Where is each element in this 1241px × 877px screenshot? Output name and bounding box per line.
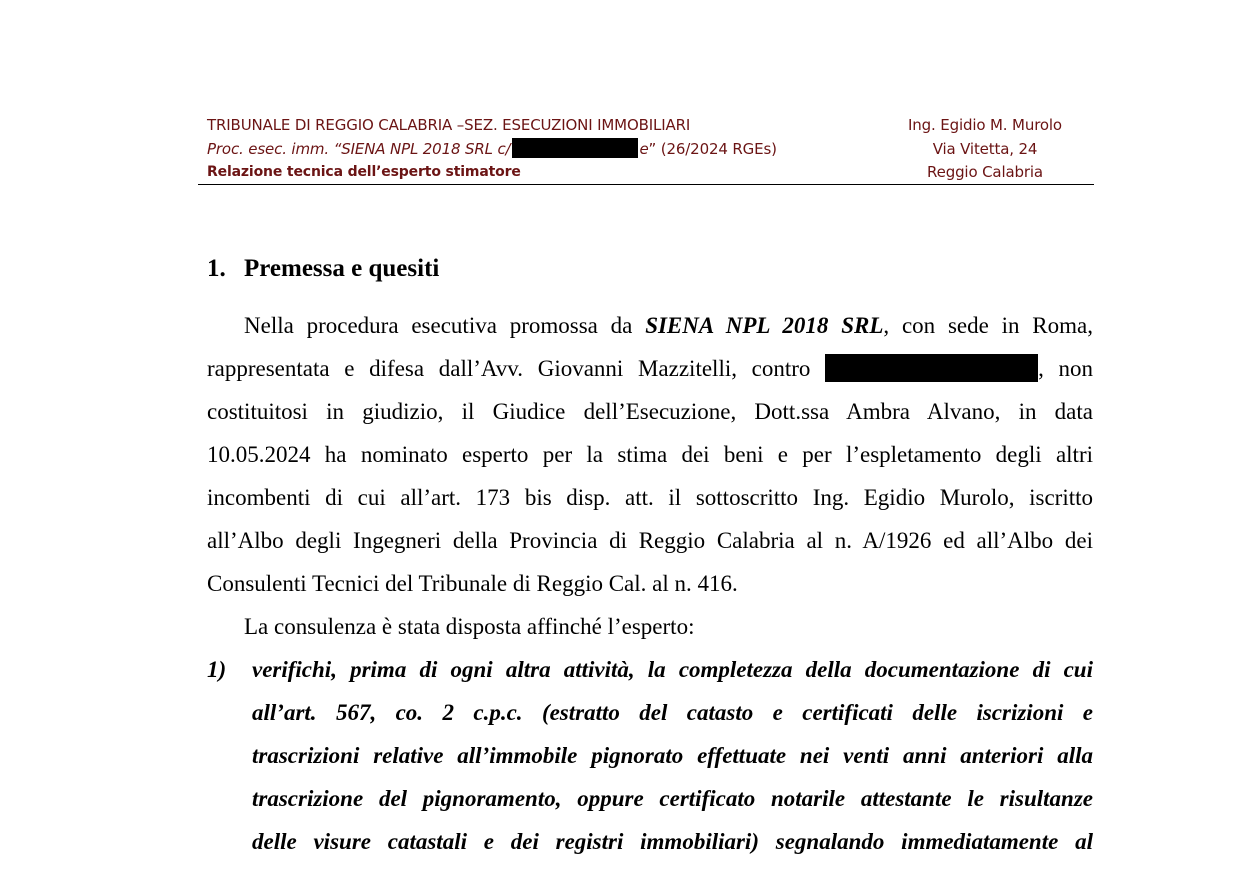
header-author-name: Ing. Egidio M. Murolo (908, 116, 1062, 134)
paragraph-line: costituitosi in giudizio, il Giudice dell’Esecuzione, Dott.ssa Ambra Alvano, in data (207, 399, 1093, 424)
paragraph-line (207, 347, 1093, 390)
redaction-bar (512, 138, 638, 158)
header-court-line: TRIBUNALE DI REGGIO CALABRIA –SEZ. ESECUZIONI IMMOBILIARI (207, 116, 691, 134)
paragraph-line: 10.05.2024 ha nominato esperto per la stima dei beni e per l’espletamento degli altri (207, 442, 1093, 467)
header-proceeding-line (207, 138, 847, 162)
section-title: Premessa e quesiti (244, 255, 440, 282)
mandate-intro: La consulenza è stata disposta affinché l’esperto: (244, 614, 695, 639)
header-author-street: Via Vitetta, 24 (932, 139, 1038, 158)
paragraph-text: , non (1038, 356, 1093, 381)
list-item-number: 1) (207, 657, 227, 682)
header-proceeding-mid: e (639, 139, 649, 158)
section-number: 1. (207, 255, 226, 282)
header-proceeding-suffix: ” (26/2024 RGEs) (648, 139, 777, 158)
paragraph-text: Nella procedura esecutiva promossa da (244, 313, 646, 338)
section-heading (207, 255, 439, 283)
list-item-line: trascrizioni relative all’immobile pignorato effettuate nei venti anni anteriori alla (252, 743, 1093, 768)
list-item-line: delle visure catastali e dei registri immobiliari) segnalando immediatamente al (252, 829, 1093, 854)
redaction-bar (825, 354, 1038, 382)
paragraph-text: , con sede in Roma, (883, 313, 1093, 338)
header-author-city: Reggio Calabria (927, 163, 1043, 181)
paragraph-line: incombenti di cui all’art. 173 bis disp. att. il sottoscritto Ing. Egidio Murolo, iscritto (207, 485, 1093, 510)
header-author-info (890, 114, 1080, 185)
list-item-text (252, 648, 1093, 863)
list-item-line: all’art. 567, co. 2 c.p.c. (estratto del catasto e certificati delle iscrizioni e (252, 700, 1093, 725)
creditor-name: SIENA NPL 2018 SRL (645, 313, 884, 338)
paragraph-text: rappresentata e difesa dall’Avv. Giovanni Mazzitelli, contro (207, 356, 826, 381)
premise-paragraph (207, 304, 1093, 605)
list-item-line: trascrizione del pignoramento, oppure certificato notarile attestante le risultanze (252, 786, 1093, 811)
header-divider (198, 184, 1094, 185)
paragraph-line: all’Albo degli Ingegneri della Provincia di Reggio Calabria al n. A/1926 ed all’Albo dei (207, 528, 1093, 553)
list-item-line: verifichi, prima di ogni altra attività, la completezza della documentazione di cui (252, 657, 1093, 682)
paragraph-line: Consulenti Tecnici del Tribunale di Reggio Cal. al n. 416. (207, 571, 738, 596)
paragraph-line (207, 304, 1093, 347)
header-report-title: Relazione tecnica dell’esperto stimatore (207, 164, 521, 180)
header-proceeding-prefix: Proc. esec. imm. “SIENA NPL 2018 SRL c/ (207, 139, 511, 158)
header-case-info (207, 114, 847, 185)
